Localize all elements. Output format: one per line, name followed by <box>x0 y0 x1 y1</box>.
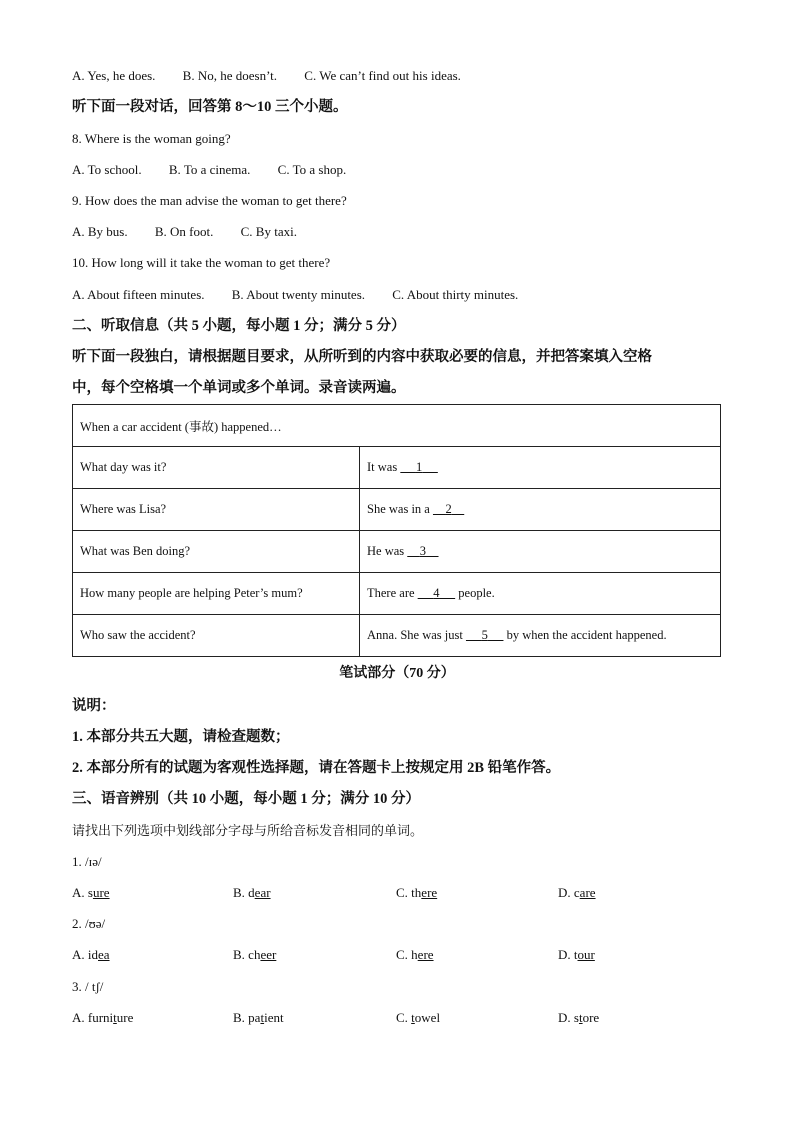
table-header-row <box>73 405 721 447</box>
option-text: owel <box>414 1010 441 1025</box>
phonics-q2-option-b <box>233 946 276 964</box>
q8-stem: 8. Where is the woman going? <box>72 131 231 146</box>
phonics-q1-option-c <box>396 884 437 902</box>
answer-prefix: Anna. She was just <box>367 628 466 642</box>
underlined-letters: eer <box>260 947 277 962</box>
blank-number: 4 <box>433 586 440 600</box>
table-question: Who saw the accident? <box>73 615 360 657</box>
q9-option-c: C. By taxi. <box>240 224 297 239</box>
underlined-letters: ea <box>98 947 110 962</box>
section2-title: 二、听取信息（共 5 小题，每小题 1 分；满分 5 分） <box>72 318 406 334</box>
phonics-q1-option-d <box>558 884 596 902</box>
option-text: A. furni <box>72 1010 114 1025</box>
q10-stem: 10. How long will it take the woman to get there? <box>72 255 331 270</box>
underlined-letters: t <box>578 1010 583 1025</box>
answer-suffix: by when the accident happened. <box>503 628 667 642</box>
phonics-q2-option-a <box>72 946 110 964</box>
phonics-q3-stem: 3. / tʃ/ <box>72 979 104 994</box>
option-text: B. d <box>233 885 255 900</box>
phonics-q3-option-a <box>72 1009 133 1027</box>
answer-blank[interactable] <box>400 460 438 475</box>
instruction-8-10: 听下面一段对话，回答第 8～10 三个小题。 <box>72 99 348 115</box>
table-answer <box>360 489 721 531</box>
q7-option-c: C. We can’t find out his ideas. <box>304 68 461 83</box>
option-text: C. h <box>396 947 418 962</box>
underlined-letters: ere <box>417 947 434 962</box>
option-text: A. s <box>72 885 93 900</box>
table-row <box>73 573 721 615</box>
q9-stem: 9. How does the man advise the woman to get there? <box>72 193 347 208</box>
answer-prefix: She was in a <box>367 502 433 516</box>
phonics-q1-option-b <box>233 884 271 902</box>
phonics-q2-stem: 2. /ʊə/ <box>72 916 106 931</box>
option-text: ore <box>582 1010 600 1025</box>
blank-number: 1 <box>415 460 423 474</box>
table-question: How many people are helping Peter’s mum? <box>73 573 360 615</box>
q8-option-c: C. To a shop. <box>277 162 347 177</box>
answer-prefix: There are <box>367 586 418 600</box>
phonics-q2-option-c <box>396 946 434 964</box>
section3-instruction: 请找出下列选项中划线部分字母与所给音标发音相同的单词。 <box>72 823 424 838</box>
table-question: Where was Lisa? <box>73 489 360 531</box>
table-row <box>73 531 721 573</box>
answer-blank[interactable] <box>407 544 438 559</box>
info-table <box>72 404 721 657</box>
answer-blank[interactable] <box>433 502 464 517</box>
blank-number: 2 <box>445 502 452 516</box>
table-answer <box>360 615 721 657</box>
q9-option-a: A. By bus. <box>72 224 128 239</box>
option-text: C. <box>396 1010 412 1025</box>
table-answer <box>360 447 721 489</box>
table-answer <box>360 573 721 615</box>
table-row <box>73 489 721 531</box>
q7-options <box>72 67 485 85</box>
phonics-q3-option-d <box>558 1009 599 1027</box>
underlined-letters: are <box>579 885 596 900</box>
q9-options <box>72 223 321 241</box>
phonics-q1-option-a <box>72 884 110 902</box>
q7-option-b: B. No, he doesn’t. <box>182 68 278 83</box>
answer-prefix: It was <box>367 460 401 474</box>
q10-option-b: B. About twenty minutes. <box>231 287 366 302</box>
note-2: 2. 本部分所有的试题为客观性选择题，请在答题卡上按规定用 2B 铅笔作答。 <box>72 760 561 776</box>
table-question: What was Ben doing? <box>73 531 360 573</box>
table-row <box>73 615 721 657</box>
table-question: What day was it? <box>73 447 360 489</box>
q10-options <box>72 286 542 304</box>
underlined-letters: ere <box>421 885 438 900</box>
underlined-letters: t <box>411 1010 415 1025</box>
written-part-title: 笔试部分（70 分） <box>339 666 455 681</box>
blank-number: 5 <box>481 628 488 642</box>
phonics-q3-option-b <box>233 1009 284 1027</box>
section3-title: 三、语音辨别（共 10 小题，每小题 1 分；满分 10 分） <box>72 791 420 807</box>
phonics-q3-option-c <box>396 1009 440 1027</box>
answer-prefix: He was <box>367 544 408 558</box>
underlined-letters: t <box>113 1010 117 1025</box>
q10-option-c: C. About thirty minutes. <box>392 287 519 302</box>
option-text: D. s <box>558 1010 579 1025</box>
q9-option-b: B. On foot. <box>154 224 214 239</box>
underlined-letters: t <box>260 1010 265 1025</box>
option-text: B. ch <box>233 947 261 962</box>
underlined-letters: ear <box>254 885 271 900</box>
answer-suffix: people. <box>455 586 495 600</box>
note-1: 1. 本部分共五大题，请检查题数； <box>72 729 290 745</box>
q8-option-b: B. To a cinema. <box>168 162 251 177</box>
option-text: B. pa <box>233 1010 261 1025</box>
q10-option-a: A. About fifteen minutes. <box>72 287 205 302</box>
answer-blank[interactable] <box>418 586 456 601</box>
table-answer <box>360 531 721 573</box>
option-text: C. th <box>396 885 422 900</box>
q7-option-a: A. Yes, he does. <box>72 68 156 83</box>
option-text: A. id <box>72 947 98 962</box>
q8-options <box>72 161 370 179</box>
q8-option-a: A. To school. <box>72 162 142 177</box>
table-header-cell: When a car accident (事故) happened… <box>73 405 721 447</box>
underlined-letters: our <box>577 947 595 962</box>
option-text: D. t <box>558 947 578 962</box>
answer-blank[interactable] <box>466 628 504 643</box>
blank-number: 3 <box>419 544 427 558</box>
option-text: ient <box>264 1010 284 1025</box>
option-text: D. c <box>558 885 580 900</box>
section2-instruction-line1: 听下面一段独白，请根据题目要求，从所听到的内容中获取必要的信息，并把答案填入空格 <box>72 349 652 365</box>
phonics-q2-option-d <box>558 946 595 964</box>
option-text: ure <box>116 1010 134 1025</box>
section2-instruction-line2: 中，每个空格填一个单词或多个单词。录音读两遍。 <box>72 380 406 396</box>
underlined-letters: ure <box>92 885 110 900</box>
note-label: 说明： <box>72 698 116 714</box>
phonics-q1-stem: 1. /ɪə/ <box>72 854 102 869</box>
table-row <box>73 447 721 489</box>
